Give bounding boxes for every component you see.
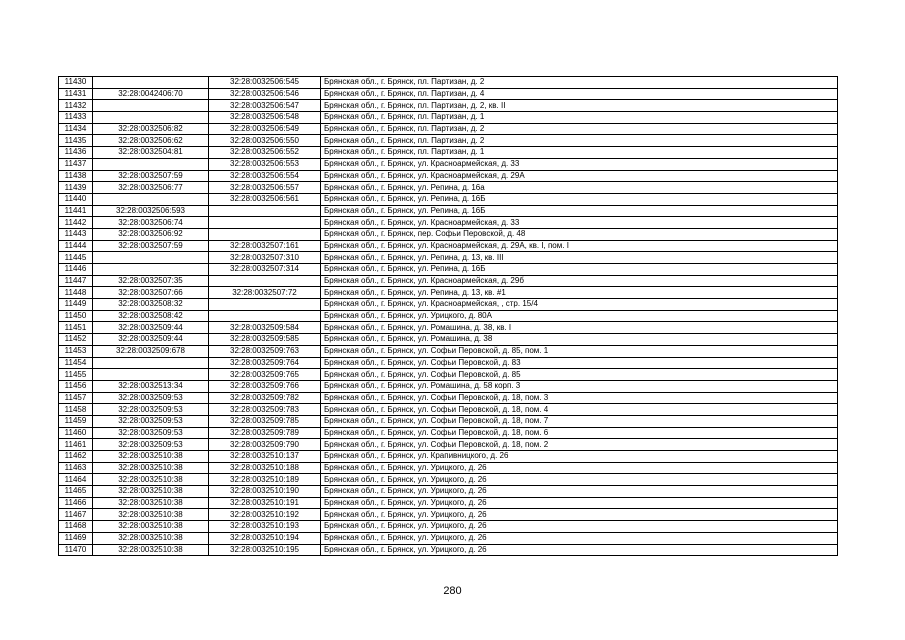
address-cell: Брянская обл., г. Брянск, пл. Партизан, д. 2	[321, 135, 838, 147]
row-number-cell: 11440	[59, 193, 93, 205]
parent-cadastral-number-cell: 32:28:0032510:38	[93, 521, 209, 533]
address-cell: Брянская обл., г. Брянск, ул. Репина, д. 16Б	[321, 264, 838, 276]
parent-cadastral-number-cell: 32:28:0032510:38	[93, 544, 209, 556]
row-number-cell: 11441	[59, 205, 93, 217]
table-row	[59, 112, 838, 124]
row-number-cell: 11439	[59, 182, 93, 194]
parent-cadastral-number-cell	[93, 193, 209, 205]
parent-cadastral-number-cell: 32:28:0032509:53	[93, 439, 209, 451]
row-number-cell: 11431	[59, 88, 93, 100]
parent-cadastral-number-cell: 32:28:0032510:38	[93, 509, 209, 521]
cadastral-number-cell: 32:28:0032507:314	[209, 264, 321, 276]
parent-cadastral-number-cell: 32:28:0032510:38	[93, 497, 209, 509]
cadastral-number-cell: 32:28:0032509:785	[209, 415, 321, 427]
parent-cadastral-number-cell: 32:28:0032509:44	[93, 334, 209, 346]
table-row	[59, 193, 838, 205]
cadastral-number-cell: 32:28:0032510:192	[209, 509, 321, 521]
table-row	[59, 310, 838, 322]
address-cell: Брянская обл., г. Брянск, ул. Ромашина, д. 38, кв. I	[321, 322, 838, 334]
parent-cadastral-number-cell: 32:28:0032509:53	[93, 427, 209, 439]
address-cell: Брянская обл., г. Брянск, пл. Партизан, д. 1	[321, 147, 838, 159]
table-row	[59, 404, 838, 416]
row-number-cell: 11437	[59, 158, 93, 170]
cadastral-number-cell: 32:28:0032510:188	[209, 462, 321, 474]
address-cell: Брянская обл., г. Брянск, ул. Красноармейская, д. 33	[321, 158, 838, 170]
row-number-cell: 11457	[59, 392, 93, 404]
table-row	[59, 182, 838, 194]
cadastral-number-cell: 32:28:0032509:790	[209, 439, 321, 451]
cadastral-number-cell: 32:28:0032507:72	[209, 287, 321, 299]
address-cell: Брянская обл., г. Брянск, ул. Репина, д. 16Б	[321, 193, 838, 205]
parent-cadastral-number-cell	[93, 264, 209, 276]
cadastral-number-cell	[209, 299, 321, 311]
page-number: 280	[443, 585, 462, 597]
cadastral-number-cell: 32:28:0032509:764	[209, 357, 321, 369]
cadastral-number-cell: 32:28:0032509:585	[209, 334, 321, 346]
address-cell: Брянская обл., г. Брянск, ул. Красноармейская, д. 29б	[321, 275, 838, 287]
parent-cadastral-number-cell: 32:28:0032509:44	[93, 322, 209, 334]
table-row	[59, 88, 838, 100]
table-row	[59, 228, 838, 240]
table-row	[59, 392, 838, 404]
table-row	[59, 369, 838, 381]
cadastral-number-cell: 32:28:0032506:557	[209, 182, 321, 194]
cadastral-number-cell: 32:28:0032510:189	[209, 474, 321, 486]
row-number-cell: 11463	[59, 462, 93, 474]
table-row	[59, 451, 838, 463]
parent-cadastral-number-cell: 32:28:0032506:74	[93, 217, 209, 229]
table-row	[59, 427, 838, 439]
cadastral-number-cell	[209, 310, 321, 322]
cadastral-number-cell: 32:28:0032510:195	[209, 544, 321, 556]
parent-cadastral-number-cell: 32:28:0032508:42	[93, 310, 209, 322]
row-number-cell: 11460	[59, 427, 93, 439]
table-row	[59, 135, 838, 147]
parent-cadastral-number-cell	[93, 357, 209, 369]
table-row	[59, 486, 838, 498]
cadastral-number-cell: 32:28:0032509:789	[209, 427, 321, 439]
address-cell: Брянская обл., г. Брянск, пл. Партизан, д. 1	[321, 112, 838, 124]
row-number-cell: 11447	[59, 275, 93, 287]
row-number-cell: 11448	[59, 287, 93, 299]
cadastral-number-cell: 32:28:0032506:547	[209, 100, 321, 112]
row-number-cell: 11470	[59, 544, 93, 556]
address-cell: Брянская обл., г. Брянск, ул. Красноармейская, д. 33	[321, 217, 838, 229]
row-number-cell: 11432	[59, 100, 93, 112]
row-number-cell: 11434	[59, 123, 93, 135]
address-cell: Брянская обл., г. Брянск, ул. Урицкого, д. 26	[321, 521, 838, 533]
address-cell: Брянская обл., г. Брянск, ул. Ромашина, д. 58 корп. 3	[321, 380, 838, 392]
row-number-cell: 11459	[59, 415, 93, 427]
cadastral-number-cell: 32:28:0032506:554	[209, 170, 321, 182]
row-number-cell: 11462	[59, 451, 93, 463]
parent-cadastral-number-cell: 32:28:0032509:53	[93, 392, 209, 404]
address-cell: Брянская обл., г. Брянск, ул. Репина, д. 13, кв. #1	[321, 287, 838, 299]
row-number-cell: 11452	[59, 334, 93, 346]
table-row	[59, 240, 838, 252]
address-cell: Брянская обл., г. Брянск, ул. Софьи Перовской, д. 85, пом. 1	[321, 345, 838, 357]
table-row	[59, 252, 838, 264]
table-row	[59, 544, 838, 556]
parent-cadastral-number-cell: 32:28:0032506:82	[93, 123, 209, 135]
table-row	[59, 521, 838, 533]
row-number-cell: 11435	[59, 135, 93, 147]
cadastral-number-cell: 32:28:0032506:553	[209, 158, 321, 170]
row-number-cell: 11465	[59, 486, 93, 498]
address-cell: Брянская обл., г. Брянск, пер. Софьи Перовской, д. 48	[321, 228, 838, 240]
parent-cadastral-number-cell: 32:28:0032507:35	[93, 275, 209, 287]
parent-cadastral-number-cell: 32:28:0032506:92	[93, 228, 209, 240]
table-row	[59, 345, 838, 357]
table-row	[59, 77, 838, 89]
table-row	[59, 205, 838, 217]
cadastral-number-cell: 32:28:0032510:137	[209, 451, 321, 463]
table-row	[59, 322, 838, 334]
row-number-cell: 11468	[59, 521, 93, 533]
address-cell: Брянская обл., г. Брянск, пл. Партизан, д. 2	[321, 77, 838, 89]
cadastral-number-cell: 32:28:0032506:546	[209, 88, 321, 100]
parent-cadastral-number-cell: 32:28:0032510:38	[93, 474, 209, 486]
parent-cadastral-number-cell	[93, 112, 209, 124]
table-row	[59, 100, 838, 112]
row-number-cell: 11469	[59, 532, 93, 544]
cadastral-number-cell: 32:28:0032506:550	[209, 135, 321, 147]
table-row	[59, 170, 838, 182]
table-row	[59, 357, 838, 369]
parent-cadastral-number-cell: 32:28:0032506:593	[93, 205, 209, 217]
row-number-cell: 11430	[59, 77, 93, 89]
table-row	[59, 123, 838, 135]
cadastral-table	[58, 76, 838, 556]
address-cell: Брянская обл., г. Брянск, ул. Репина, д. 16а	[321, 182, 838, 194]
table-row	[59, 509, 838, 521]
cadastral-number-cell: 32:28:0032507:161	[209, 240, 321, 252]
parent-cadastral-number-cell: 32:28:0032510:38	[93, 532, 209, 544]
table-row	[59, 380, 838, 392]
parent-cadastral-number-cell: 32:28:0032507:59	[93, 240, 209, 252]
address-cell: Брянская обл., г. Брянск, ул. Софьи Перовской, д. 85	[321, 369, 838, 381]
address-cell: Брянская обл., г. Брянск, ул. Урицкого, д. 26	[321, 462, 838, 474]
parent-cadastral-number-cell	[93, 369, 209, 381]
cadastral-number-cell: 32:28:0032506:561	[209, 193, 321, 205]
table-row	[59, 334, 838, 346]
row-number-cell: 11466	[59, 497, 93, 509]
cadastral-number-cell: 32:28:0032506:548	[209, 112, 321, 124]
cadastral-number-cell: 32:28:0032506:545	[209, 77, 321, 89]
table-row	[59, 532, 838, 544]
cadastral-number-cell: 32:28:0032509:782	[209, 392, 321, 404]
row-number-cell: 11445	[59, 252, 93, 264]
row-number-cell: 11449	[59, 299, 93, 311]
cadastral-number-cell	[209, 275, 321, 287]
parent-cadastral-number-cell: 32:28:0032509:53	[93, 404, 209, 416]
table-row	[59, 462, 838, 474]
row-number-cell: 11451	[59, 322, 93, 334]
parent-cadastral-number-cell	[93, 77, 209, 89]
address-cell: Брянская обл., г. Брянск, ул. Софьи Перовской, д. 18, пом. 2	[321, 439, 838, 451]
row-number-cell: 11433	[59, 112, 93, 124]
table-row	[59, 217, 838, 229]
cadastral-number-cell: 32:28:0032509:765	[209, 369, 321, 381]
table-row	[59, 287, 838, 299]
address-cell: Брянская обл., г. Брянск, ул. Красноармейская, д. 29А, кв. I, пом. I	[321, 240, 838, 252]
cadastral-number-cell: 32:28:0032510:190	[209, 486, 321, 498]
cadastral-number-cell: 32:28:0032510:193	[209, 521, 321, 533]
address-cell: Брянская обл., г. Брянск, ул. Урицкого, д. 26	[321, 544, 838, 556]
address-cell: Брянская обл., г. Брянск, пл. Партизан, д. 4	[321, 88, 838, 100]
table-row	[59, 158, 838, 170]
address-cell: Брянская обл., г. Брянск, ул. Софьи Перовской, д. 18, пом. 3	[321, 392, 838, 404]
parent-cadastral-number-cell: 32:28:0032506:62	[93, 135, 209, 147]
row-number-cell: 11461	[59, 439, 93, 451]
cadastral-number-cell: 32:28:0032507:310	[209, 252, 321, 264]
cadastral-number-cell: 32:28:0032506:549	[209, 123, 321, 135]
row-number-cell: 11453	[59, 345, 93, 357]
parent-cadastral-number-cell: 32:28:0032513:34	[93, 380, 209, 392]
address-cell: Брянская обл., г. Брянск, ул. Красноармейская, , стр. 15/4	[321, 299, 838, 311]
row-number-cell: 11446	[59, 264, 93, 276]
cadastral-number-cell: 32:28:0032510:194	[209, 532, 321, 544]
address-cell: Брянская обл., г. Брянск, ул. Урицкого, д. 26	[321, 497, 838, 509]
parent-cadastral-number-cell: 32:28:0032504:81	[93, 147, 209, 159]
parent-cadastral-number-cell	[93, 100, 209, 112]
address-cell: Брянская обл., г. Брянск, ул. Репина, д. 16Б	[321, 205, 838, 217]
address-cell: Брянская обл., г. Брянск, ул. Софьи Перовской, д. 18, пом. 4	[321, 404, 838, 416]
row-number-cell: 11464	[59, 474, 93, 486]
row-number-cell: 11444	[59, 240, 93, 252]
cadastral-number-cell: 32:28:0032509:766	[209, 380, 321, 392]
row-number-cell: 11438	[59, 170, 93, 182]
address-cell: Брянская обл., г. Брянск, ул. Софьи Перовской, д. 18, пом. 6	[321, 427, 838, 439]
address-cell: Брянская обл., г. Брянск, пл. Партизан, д. 2	[321, 123, 838, 135]
table-row	[59, 264, 838, 276]
row-number-cell: 11436	[59, 147, 93, 159]
address-cell: Брянская обл., г. Брянск, пл. Партизан, д. 2, кв. II	[321, 100, 838, 112]
parent-cadastral-number-cell: 32:28:0032506:77	[93, 182, 209, 194]
address-cell: Брянская обл., г. Брянск, ул. Урицкого, д. 26	[321, 486, 838, 498]
cadastral-number-cell: 32:28:0032506:552	[209, 147, 321, 159]
address-cell: Брянская обл., г. Брянск, ул. Урицкого, д. 26	[321, 509, 838, 521]
address-cell: Брянская обл., г. Брянск, ул. Софьи Перовской, д. 83	[321, 357, 838, 369]
parent-cadastral-number-cell	[93, 252, 209, 264]
row-number-cell: 11450	[59, 310, 93, 322]
address-cell: Брянская обл., г. Брянск, ул. Урицкого, д. 26	[321, 474, 838, 486]
address-cell: Брянская обл., г. Брянск, ул. Красноармейская, д. 29А	[321, 170, 838, 182]
cadastral-number-cell: 32:28:0032509:783	[209, 404, 321, 416]
cadastral-number-cell	[209, 217, 321, 229]
row-number-cell: 11442	[59, 217, 93, 229]
table-row	[59, 474, 838, 486]
table-row	[59, 497, 838, 509]
parent-cadastral-number-cell: 32:28:0032508:32	[93, 299, 209, 311]
row-number-cell: 11443	[59, 228, 93, 240]
address-cell: Брянская обл., г. Брянск, ул. Софьи Перовской, д. 18, пом. 7	[321, 415, 838, 427]
table-row	[59, 415, 838, 427]
parent-cadastral-number-cell: 32:28:0032510:38	[93, 486, 209, 498]
parent-cadastral-number-cell: 32:28:0032510:38	[93, 451, 209, 463]
row-number-cell: 11458	[59, 404, 93, 416]
parent-cadastral-number-cell: 32:28:0042406:70	[93, 88, 209, 100]
address-cell: Брянская обл., г. Брянск, ул. Урицкого, д. 26	[321, 532, 838, 544]
table-row	[59, 147, 838, 159]
cadastral-number-cell	[209, 205, 321, 217]
row-number-cell: 11467	[59, 509, 93, 521]
cadastral-number-cell	[209, 228, 321, 240]
parent-cadastral-number-cell: 32:28:0032509:678	[93, 345, 209, 357]
row-number-cell: 11455	[59, 369, 93, 381]
cadastral-number-cell: 32:28:0032509:584	[209, 322, 321, 334]
address-cell: Брянская обл., г. Брянск, ул. Крапивницкого, д. 26	[321, 451, 838, 463]
address-cell: Брянская обл., г. Брянск, ул. Ромашина, д. 38	[321, 334, 838, 346]
parent-cadastral-number-cell: 32:28:0032507:59	[93, 170, 209, 182]
cadastral-number-cell: 32:28:0032510:191	[209, 497, 321, 509]
parent-cadastral-number-cell	[93, 158, 209, 170]
parent-cadastral-number-cell: 32:28:0032509:53	[93, 415, 209, 427]
address-cell: Брянская обл., г. Брянск, ул. Репина, д. 13, кв. III	[321, 252, 838, 264]
table-body	[59, 77, 838, 556]
table-row	[59, 275, 838, 287]
parent-cadastral-number-cell: 32:28:0032507:66	[93, 287, 209, 299]
row-number-cell: 11456	[59, 380, 93, 392]
address-cell: Брянская обл., г. Брянск, ул. Урицкого, д. 80А	[321, 310, 838, 322]
table-row	[59, 439, 838, 451]
row-number-cell: 11454	[59, 357, 93, 369]
table-row	[59, 299, 838, 311]
parent-cadastral-number-cell: 32:28:0032510:38	[93, 462, 209, 474]
cadastral-number-cell: 32:28:0032509:763	[209, 345, 321, 357]
